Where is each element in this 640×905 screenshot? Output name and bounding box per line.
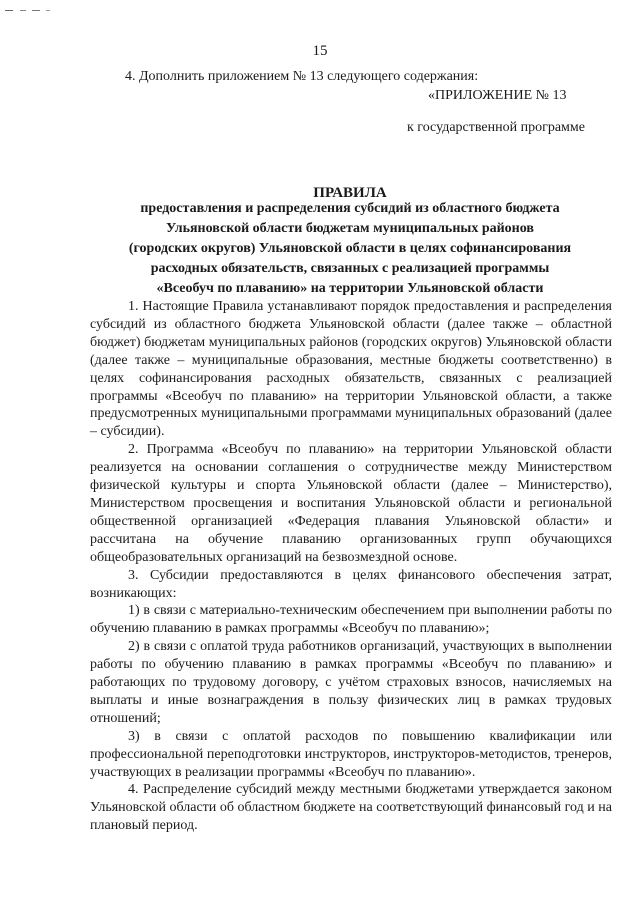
document-subtitle [90,199,610,299]
paragraph: 3) в связи с оплатой расходов по повышению квалификации или профессиональной переподготовки инструкторов, инструкторов-методистов, тренеров, участвующих в реализации программы «Всеобуч по плаванию». [90,728,612,780]
page-number: 15 [312,43,328,59]
paragraph: 1) в связи с материально-техническим обеспечением при выполнении работы по обучению плаванию в рамках программы «Всеобуч по плаванию»; [90,603,612,637]
paragraph: 4. Распределение субсидий между местными бюджетами утверждается законом Ульяновской области об областном бюджете на соответствующий финансовый год и на плановый период. [90,782,612,834]
subtitle-line: расходных обязательств, связанных с реализацией программы [150,261,550,276]
paragraph: 2. Программа «Всеобуч по плаванию» на территории Ульяновской области реализуется на основании соглашения о сотрудничестве между Министерством физической культуры и спорта Ульяновской области (далее – Министерство), Министерством просвещения и воспитания Ульяновской области и региональной общественной организацией «Федерация плавания Ульяновской области» и рассчитана на обучение плаванию организованных групп обучающихся общеобразовательных организаций на безвозмездной основе. [90,442,612,565]
subtitle-line: Ульяновской области бюджетам муниципальных районов [166,221,534,236]
paragraph: 3. Субсидии предоставляются в целях финансового обеспечения затрат, возникающих: [90,567,612,601]
subtitle-line: «Всеобуч по плаванию» на территории Ульяновской области [156,281,544,296]
subtitle-line: предоставления и распределения субсидий из областного бюджета [140,201,560,216]
paragraph: 2) в связи с оплатой труда работников организаций, участвующих в выполнении работы по обучению плаванию в рамках программы «Всеобуч по плаванию» и работающих по трудовому договору, с учётом страховых взносов, начисляемых на выплаты и иные вознаграждения в пользу физических лиц в рамках трудовых отношений; [90,639,612,726]
intro-line: 4. Дополнить приложением № 13 следующего содержания: [125,69,479,84]
appendix-header: «ПРИЛОЖЕНИЕ № 13 [428,88,567,103]
subtitle-line: (городских округов) Ульяновской области в целях софинансирования [128,241,572,256]
paragraph: 1. Настоящие Правила устанавливают порядок предоставления и распределения субсидий из областного бюджета Ульяновской области (далее также – областной бюджет) бюджетам муниципальных районов (городских округов) Ульяновской области (далее также – муниципальные образования, местные бюджеты соответственно) в целях софинансирования расходных обязательств, связанных с реализацией программы «Всеобуч по плаванию» на территории Ульяновской области, а также предусмотренных муниципальными программами муниципальных образований (далее – субсидии). [90,299,612,440]
program-reference: к государственной программе [407,120,585,135]
document-title: ПРАВИЛА [313,185,387,201]
document-body [90,298,612,835]
